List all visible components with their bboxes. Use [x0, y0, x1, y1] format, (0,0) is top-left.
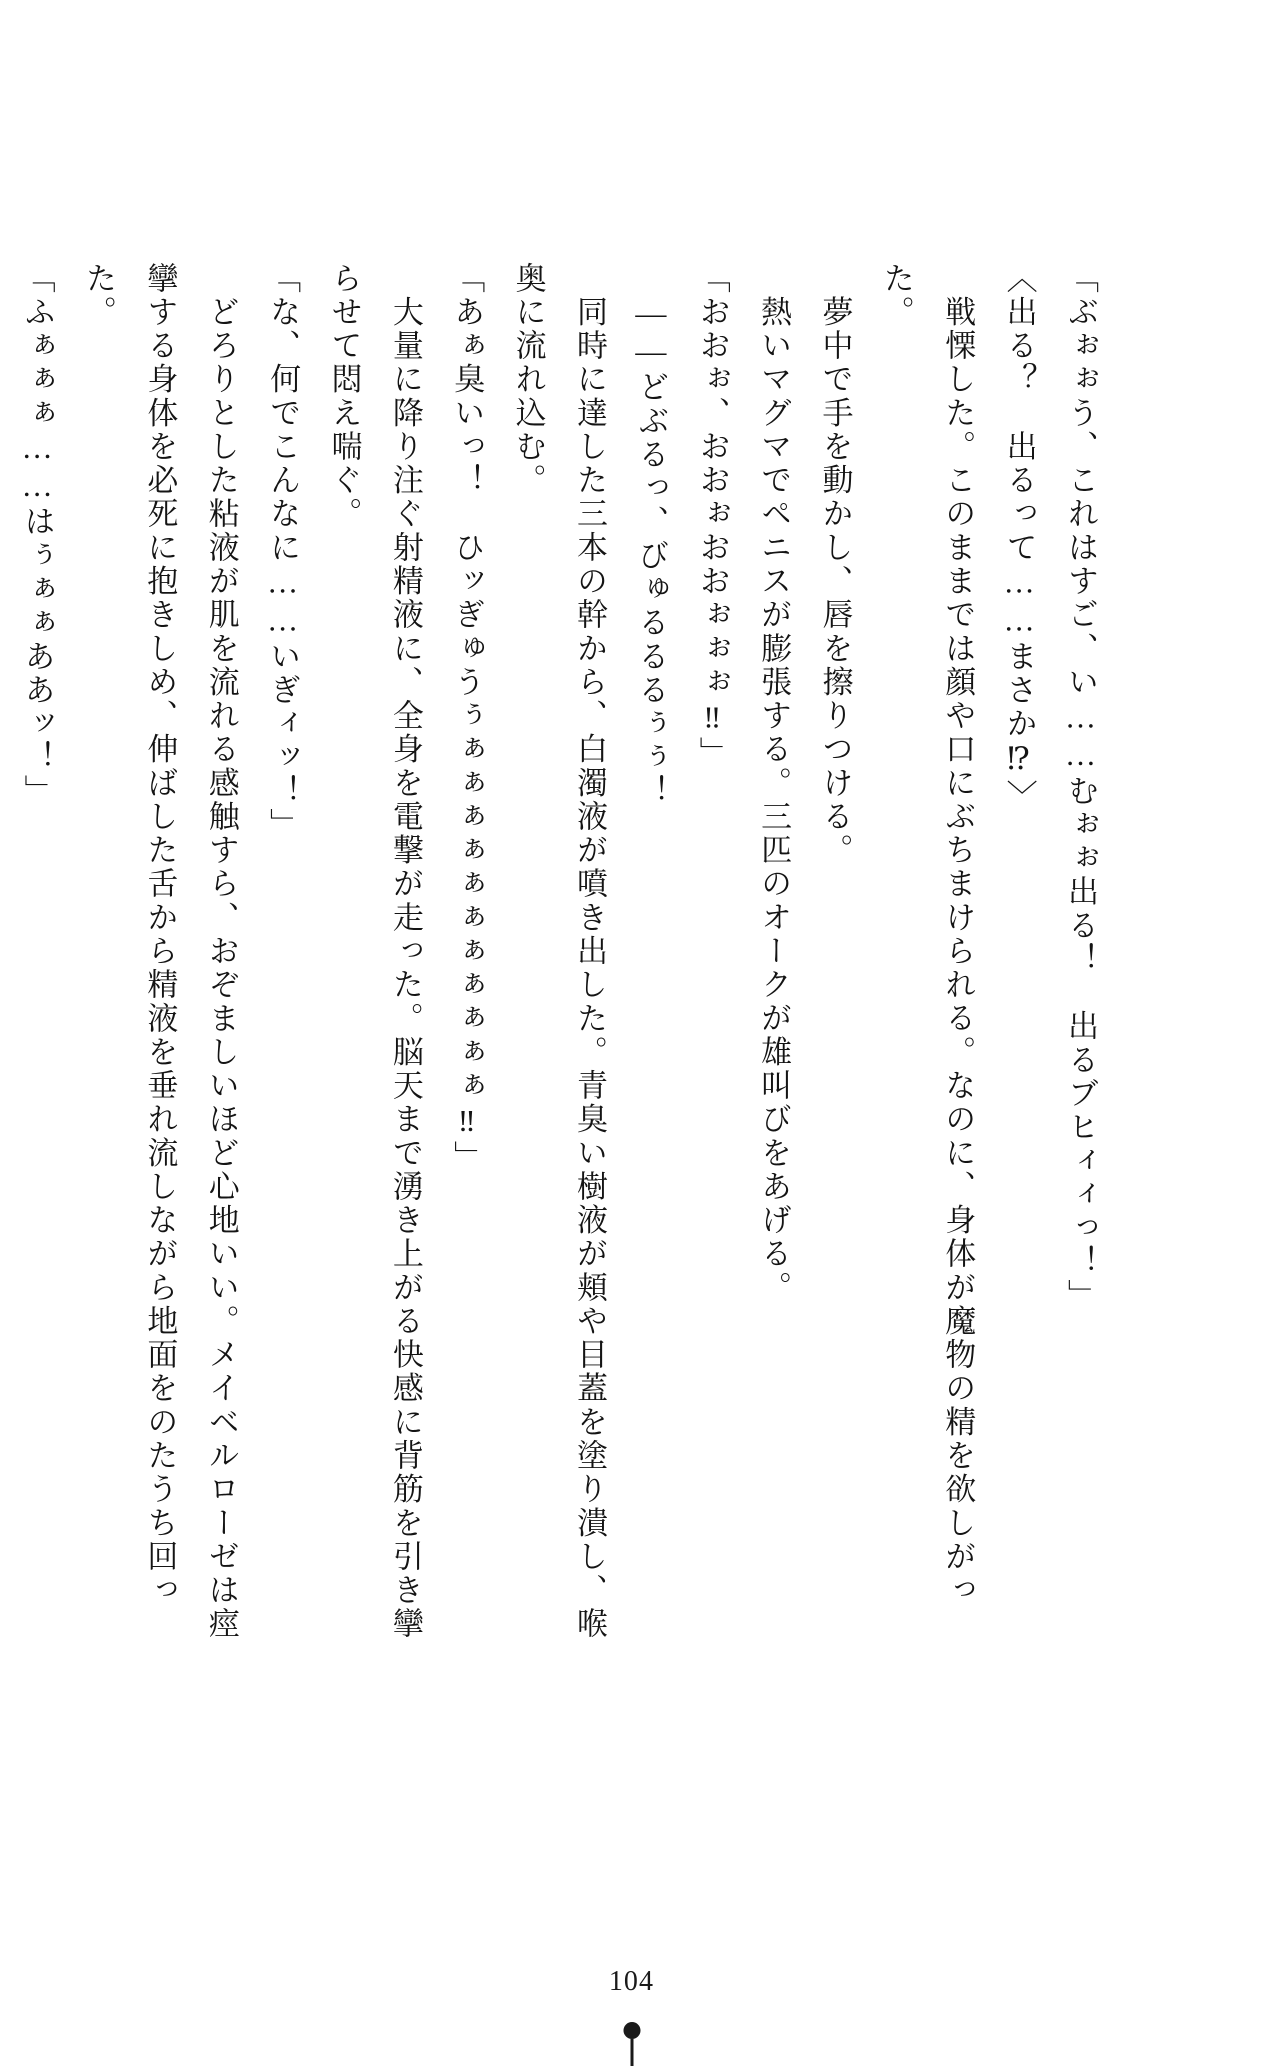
binding-rule-icon [630, 2039, 633, 2066]
paragraph [0, 262, 6, 1652]
paragraph: 〈出る？ 出るって……まさか⁉〉 [1001, 262, 1037, 814]
paragraph: 同時に達した三本の幹から、白濁液が噴き出した。青臭い樹液が頬や目蓋を塗り潰し、喉奥に流れ込む。 [510, 262, 607, 1642]
paragraph: ――どぶるっ、びゅるるるぅぅ！ [633, 262, 669, 809]
binding-mark-icon [621, 2022, 643, 2066]
paragraph: 熱いマグマでペニスが膨張する。三匹のオークが雄叫びをあげる。 [756, 262, 792, 1305]
paragraph: どろりとした粘液が肌を流れる感触すら、おぞましいほど心地いい。メイベルローゼは痙攣する身体を必死に抱きしめ、伸ばした舌から精液を垂れ流しながら地面をのたうち回った。 [81, 262, 239, 1642]
paragraph: 「な、何でこんなに……いぎィッ！」 [265, 262, 301, 842]
paragraph: 「あぁ臭いっ！ ひッぎゅうぅぁぁぁぁぁぁぁぁぁぁぁ‼」 [449, 262, 485, 1175]
paragraph: 「おおぉ、おおぉおおぉぉぉ‼」 [694, 262, 730, 771]
binding-dot-icon [623, 2022, 640, 2039]
paragraph: 夢中で手を動かし、唇を擦りつける。 [817, 262, 853, 868]
paragraph: 大量に降り注ぐ射精液に、全身を電撃が走った。脳天まで湧き上がる快感に背筋を引き攣らせて悶え喘ぐ。 [326, 262, 423, 1642]
page-number: 104 [608, 1966, 655, 1997]
paragraph: 「ふぁぁぁ……はぅぁぁああッ！」 [19, 262, 55, 809]
paragraph: 「ぶぉぉう、これはすご、い……むぉぉ出る！ 出るブヒィィっ！」 [1063, 262, 1098, 1313]
paragraph: 戦慄した。このままでは顔や口にぶちまけられる。なのに、身体が魔物の精を欲しがった。 [878, 262, 976, 1608]
vertical-body-text [19, 262, 1111, 1652]
